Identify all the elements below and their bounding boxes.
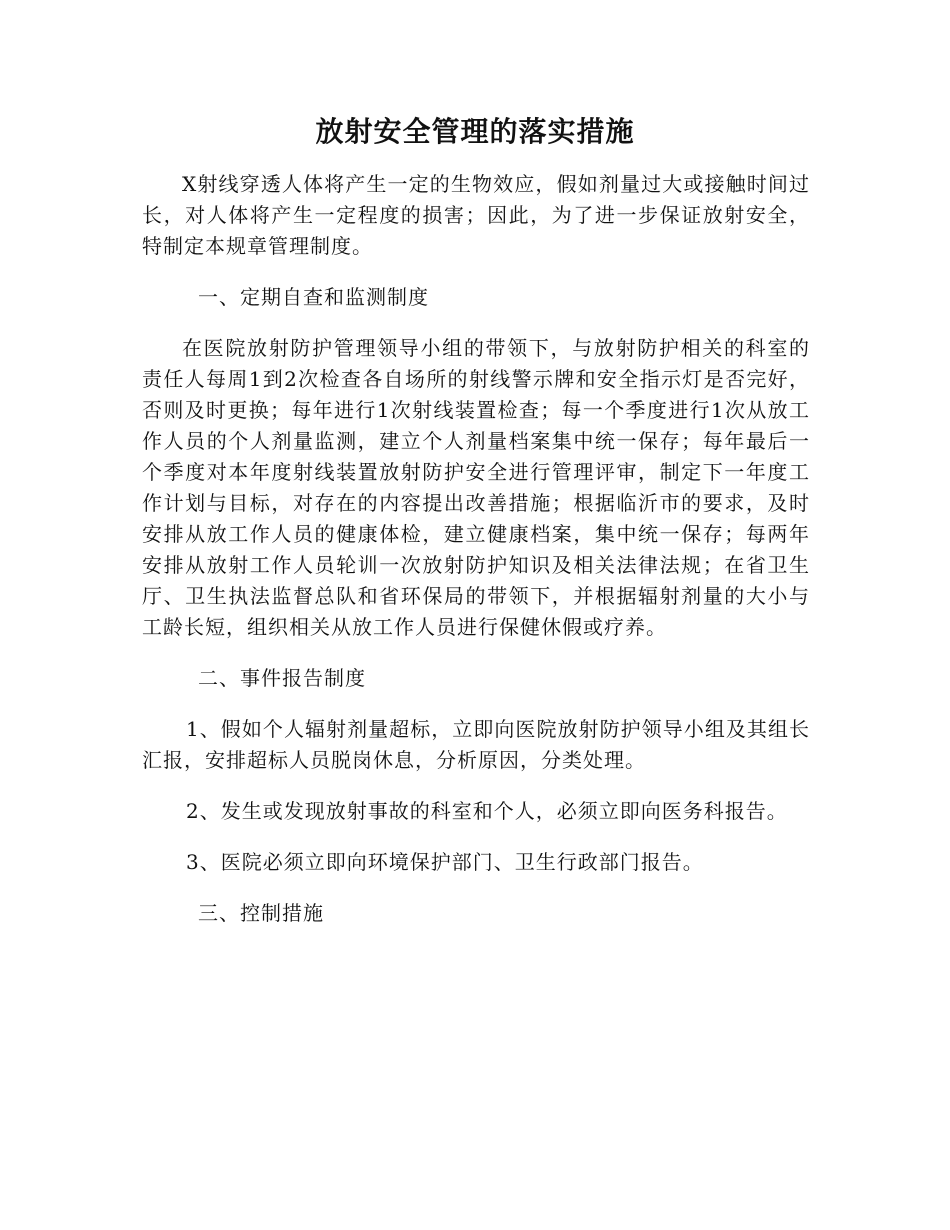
section-heading-1: 一、定期自查和监测制度 [198, 285, 429, 309]
section-heading-3: 三、控制措施 [198, 901, 324, 925]
section-1-paragraph: 在医院放射防护管理领导小组的带领下，与放射防护相关的科室的责任人每周1到2次检查各自场所的射线警示牌和安全指示灯是否完好，否则及时更换；每年进行1次射线装置检查；每一个季度进行1次从放工作人员的个人剂量监测，建立个人剂量档案集中统一保存；每年最后一个季度对本年度射线装置放射防护安全进行管理评审，制定下一年度工作计划与目标，对存在的内容提出改善措施；根据临沂市的要求，及时安排从放工作人员的健康体检，建立健康档案，集中统一保存；每两年安排从放射工作人员轮训一次放射防护知识及相关法律法规；在省卫生厅、卫生执法监督总队和省环保局的带领下，并根据辐射剂量的大小与工龄长短，组织相关从放工作人员进行保健休假或疗养。 [142, 336, 810, 639]
report-item-3: 3、医院必须立即向环境保护部门、卫生行政部门报告。 [186, 850, 704, 874]
intro-paragraph: X射线穿透人体将产生一定的生物效应，假如剂量过大或接触时间过长，对人体将产生一定程度的损害；因此，为了进一步保证放射安全，特制定本规章管理制度。 [142, 172, 810, 258]
report-item-2: 2、发生或发现放射事故的科室和个人，必须立即向医务科报告。 [186, 799, 788, 823]
report-item-1: 1、假如个人辐射剂量超标，立即向医院放射防护领导小组及其组长汇报，安排超标人员脱岗休息，分析原因，分类处理。 [142, 717, 810, 772]
document-body [142, 169, 810, 929]
section-heading-2: 二、事件报告制度 [198, 666, 366, 690]
document-title: 放射安全管理的落实措施 [315, 115, 635, 148]
